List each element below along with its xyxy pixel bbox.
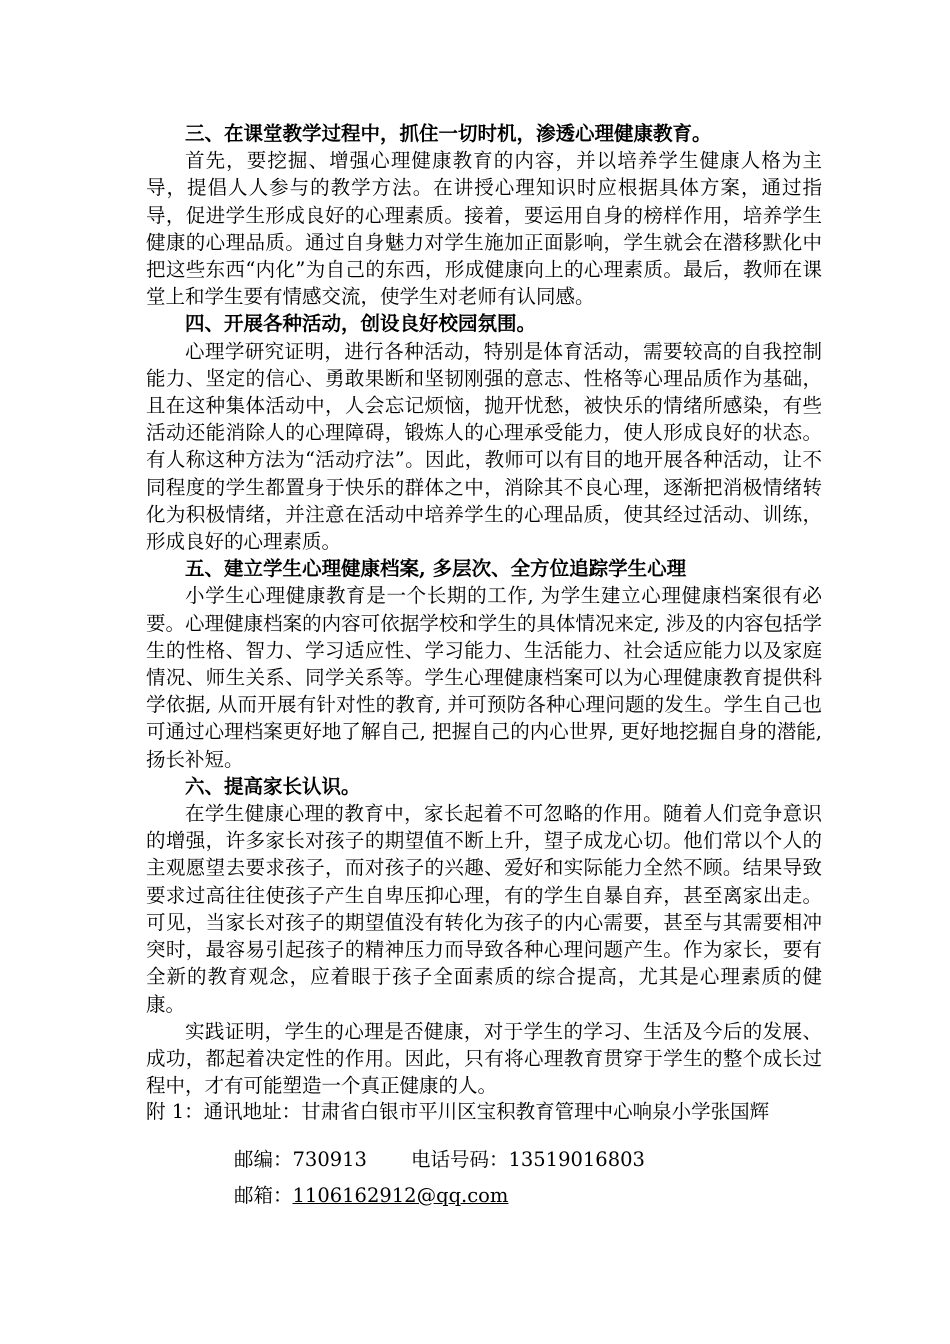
- section-heading-4: 四、开展各种活动，创设良好校园氛围。: [185, 312, 537, 336]
- postcode: 邮编：730913: [234, 1148, 367, 1171]
- paragraph-4-1: 心理学研究证明，进行各种活动，特别是体育活动，需要较高的自我控制能力、坚定的信心、勇敢果断和坚韧刚强的意志、性格等心理品质作为基础，且在这种集体活动中，人会忘记烦恼，抛开忧愁，被快乐的情绪所感染，有些活动还能消除人的心理障碍，锻炼人的心理承受能力，使人形成良好的状态。有人称这种方法为“活动疗法”。因此，教师可以有目的地开展各种活动，让不同程度的学生都置身于快乐的群体之中，消除其不良心理，逐渐把消极情绪转化为积极情绪，并注意在活动中培养学生的心理品质，使其经过活动、训练，形成良好的心理素质。: [146, 339, 822, 554]
- paragraph-5-1: 小学生心理健康教育是一个长期的工作, 为学生建立心理健康档案很有必要。心理健康档案的内容可依据学校和学生的具体情况来定, 涉及的内容包括学生的性格、智力、学习适应性、学习能力、生活能力、社会适应能力以及家庭情况、师生关系、同学关系等。学生心理健康档案可以为心理健康教育提供科学依据, 从而开展有针对性的教育, 并可预防各种心理问题的发生。学生自己也可通过心理档案更好地了解自己, 把握自己的内心世界, 更好地挖掘自身的潜能, 扬长补短。: [146, 584, 822, 771]
- email-label: 邮箱：: [234, 1184, 293, 1207]
- paragraph-3-1: 首先，要挖掘、增强心理健康教育的内容，并以培养学生健康人格为主导，提倡人人参与的教学方法。在讲授心理知识时应根据具体方案，通过指导，促进学生形成良好的心理素质。接着，要运用自身的榜样作用，培养学生健康的心理品质。通过自身魅力对学生施加正面影响，学生就会在潜移默化中把这些东西“内化”为自己的东西，形成健康向上的心理素质。最后，教师在课堂上和学生要有情感交流，使学生对老师有认同感。: [146, 149, 822, 309]
- paragraph-6-2: 实践证明，学生的心理是否健康，对于学生的学习、生活及今后的发展、成功，都起着决定性的作用。因此，只有将心理教育贯穿于学生的整个成长过程中，才有可能塑造一个真正健康的人。: [146, 1019, 822, 1098]
- email-row: [234, 1182, 508, 1209]
- article-body: [146, 120, 822, 1099]
- postcode-phone-row: [234, 1146, 645, 1173]
- mailing-address: 附 1：通讯地址：甘肃省白银市平川区宝积教育管理中心响泉小学张国辉: [146, 1100, 770, 1123]
- paragraph-6-1: 在学生健康心理的教育中，家长起着不可忽略的作用。随着人们竞争意识的增强，许多家长对孩子的期望值不断上升，望子成龙心切。他们常以个人的主观愿望去要求孩子，而对孩子的兴趣、爱好和实际能力全然不顾。结果导致要求过高往往使孩子产生自卑压抑心理，有的学生自暴自弃，甚至离家出走。可见，当家长对孩子的期望值没有转化为孩子的内心需要，甚至与其需要相冲突时，最容易引起孩子的精神压力而导致各种心理问题产生。作为家长，要有全新的教育观念，应着眼于孩子全面素质的综合提高，尤其是心理素质的健康。: [146, 802, 822, 1016]
- section-heading-6: 六、提高家长认识。: [185, 774, 361, 798]
- contact-footer: [146, 1098, 822, 1125]
- section-heading-3: 三、在课堂教学过程中，抓住一切时机，渗透心理健康教育。: [185, 122, 712, 145]
- phone-number: 电话号码：13519016803: [410, 1148, 645, 1171]
- email-link[interactable]: 1106162912@qq.com: [292, 1184, 509, 1207]
- section-heading-5: 五、建立学生心理健康档案, 多层次、全方位追踪学生心理: [185, 557, 687, 581]
